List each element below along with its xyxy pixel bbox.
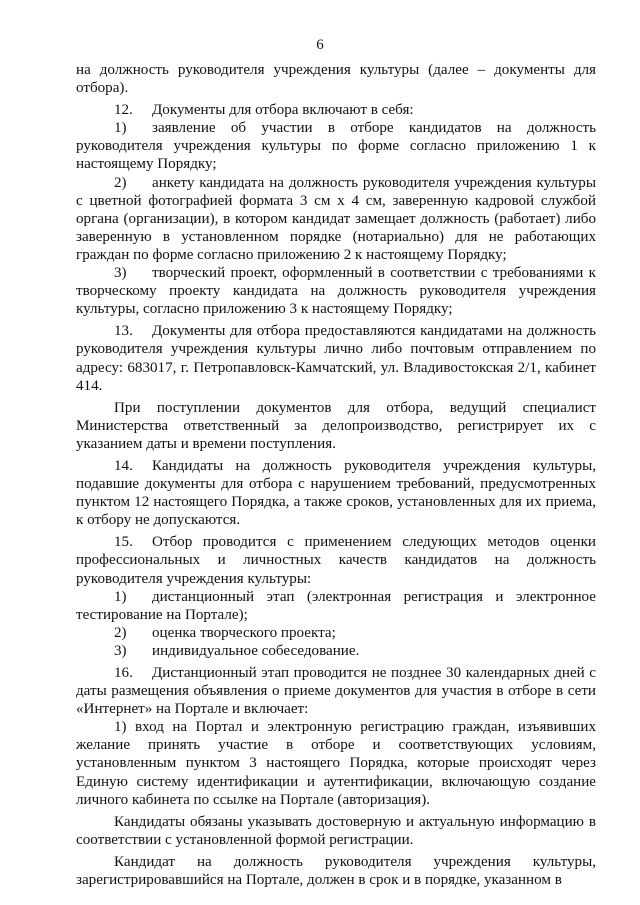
numbered-paragraph [76, 174, 596, 264]
paragraph-text: индивидуальное собеседование. [152, 642, 360, 659]
page-number: 6 [316, 37, 324, 53]
paragraph-text: дистанционный этап (электронная регистрация и электронное тестирование на Портале); [76, 588, 596, 623]
numbered-paragraph [76, 624, 596, 642]
numbered-paragraph [76, 119, 596, 173]
paragraph-text: Кандидат на должность руководителя учреждения культуры, зарегистрировавшийся на Портале, должен в срок и в порядке, указанном в [76, 853, 596, 889]
paragraph [76, 853, 596, 889]
paragraph-text: Документы для отбора включают в себя: [152, 102, 414, 119]
numbered-paragraph [76, 457, 596, 529]
paragraph-number: 1) [114, 120, 127, 137]
paragraph-number: 3) [114, 265, 127, 282]
numbered-paragraph [76, 264, 596, 318]
paragraph-text: При поступлении документов для отбора, ведущий специалист Министерства ответственный за делопроизводство, регистрирует их с указанием даты и времени поступления. [76, 399, 596, 452]
paragraph-text: Кандидаты обязаны указывать достоверную и актуальную информацию в соответствии с установленной формой регистрации. [76, 813, 596, 848]
paragraph-number: 15. [114, 534, 133, 551]
paragraph-text: анкету кандидата на должность руководителя учреждения культуры с цветной фотографией формата 3 см х 4 см, заверенную кадровой службой органа (организации), в котором кандидат замещает должность (работает) либо заверенную в установленном порядке (нотариально) для не работающих граждан по форме согласно приложению 2 к настоящему Порядку; [76, 174, 596, 263]
numbered-paragraph [76, 664, 596, 718]
paragraph-text: Дистанционный этап проводится не позднее 30 календарных дней с даты размещения объявления о приеме документов для участия в отборе в сети «Интернет» на Портале и включает: [76, 665, 596, 718]
paragraph-text: на должность руководителя учреждения культуры (далее – документы для отбора). [76, 62, 596, 97]
paragraph-text: Документы для отбора предоставляются кандидатами на должность руководителя учреждения культуры лично либо почтовым отправлением по адресу: 683017, г. Петропавловск-Камчатский, ул. Владивостокская 2/1, кабинет 414. [76, 323, 596, 394]
numbered-paragraph [76, 642, 596, 660]
numbered-paragraph [76, 588, 596, 624]
paragraph-text: заявление об участии в отборе кандидатов на должность руководителя учреждения культуры по форме согласно приложению 1 к настоящему Порядку; [76, 120, 596, 173]
paragraph-text: Отбор проводится с применением следующих методов оценки профессиональных и личностных качеств кандидатов на должность руководителя учреждения культуры: [76, 534, 596, 587]
paragraph [76, 399, 596, 453]
paragraph-number: 12. [114, 102, 133, 119]
paragraph-number: 2) [114, 174, 127, 191]
paragraph-number: 2) [114, 624, 127, 641]
numbered-paragraph [76, 533, 596, 587]
paragraph-text: 1) вход на Портал и электронную регистрацию граждан, изъявивших желание принять участие в отборе и соответствующих условиям, установленным пунктом 3 настоящего Порядка, которые происходят через Единую систему идентификации и аутентификации, включающую создание личного кабинета по ссылке на Портале (авторизация). [76, 719, 596, 808]
numbered-paragraph [76, 101, 596, 119]
paragraph-text: Кандидаты на должность руководителя учреждения культуры, подавшие документы для отбора с нарушением требований, предусмотренных пунктом 12 настоящего Порядка, а также сроков, установленных для их приема, к отбору не допускаются. [76, 457, 596, 529]
numbered-paragraph [76, 322, 596, 394]
paragraph-number: 3) [114, 642, 127, 659]
document-body [76, 61, 596, 889]
paragraph-text: творческий проект, оформленный в соответствии с требованиями к творческому проекту кандидата на должность руководителя учреждения культуры, согласно приложению 3 к настоящему Порядку; [76, 265, 596, 318]
paragraph [76, 61, 596, 97]
paragraph-number: 16. [114, 665, 133, 681]
paragraph-text: оценка творческого проекта; [152, 624, 336, 641]
paragraph [76, 813, 596, 849]
paragraph-number: 14. [114, 457, 133, 474]
paragraph [76, 718, 596, 808]
paragraph-number: 13. [114, 323, 133, 340]
paragraph-number: 1) [114, 588, 127, 605]
